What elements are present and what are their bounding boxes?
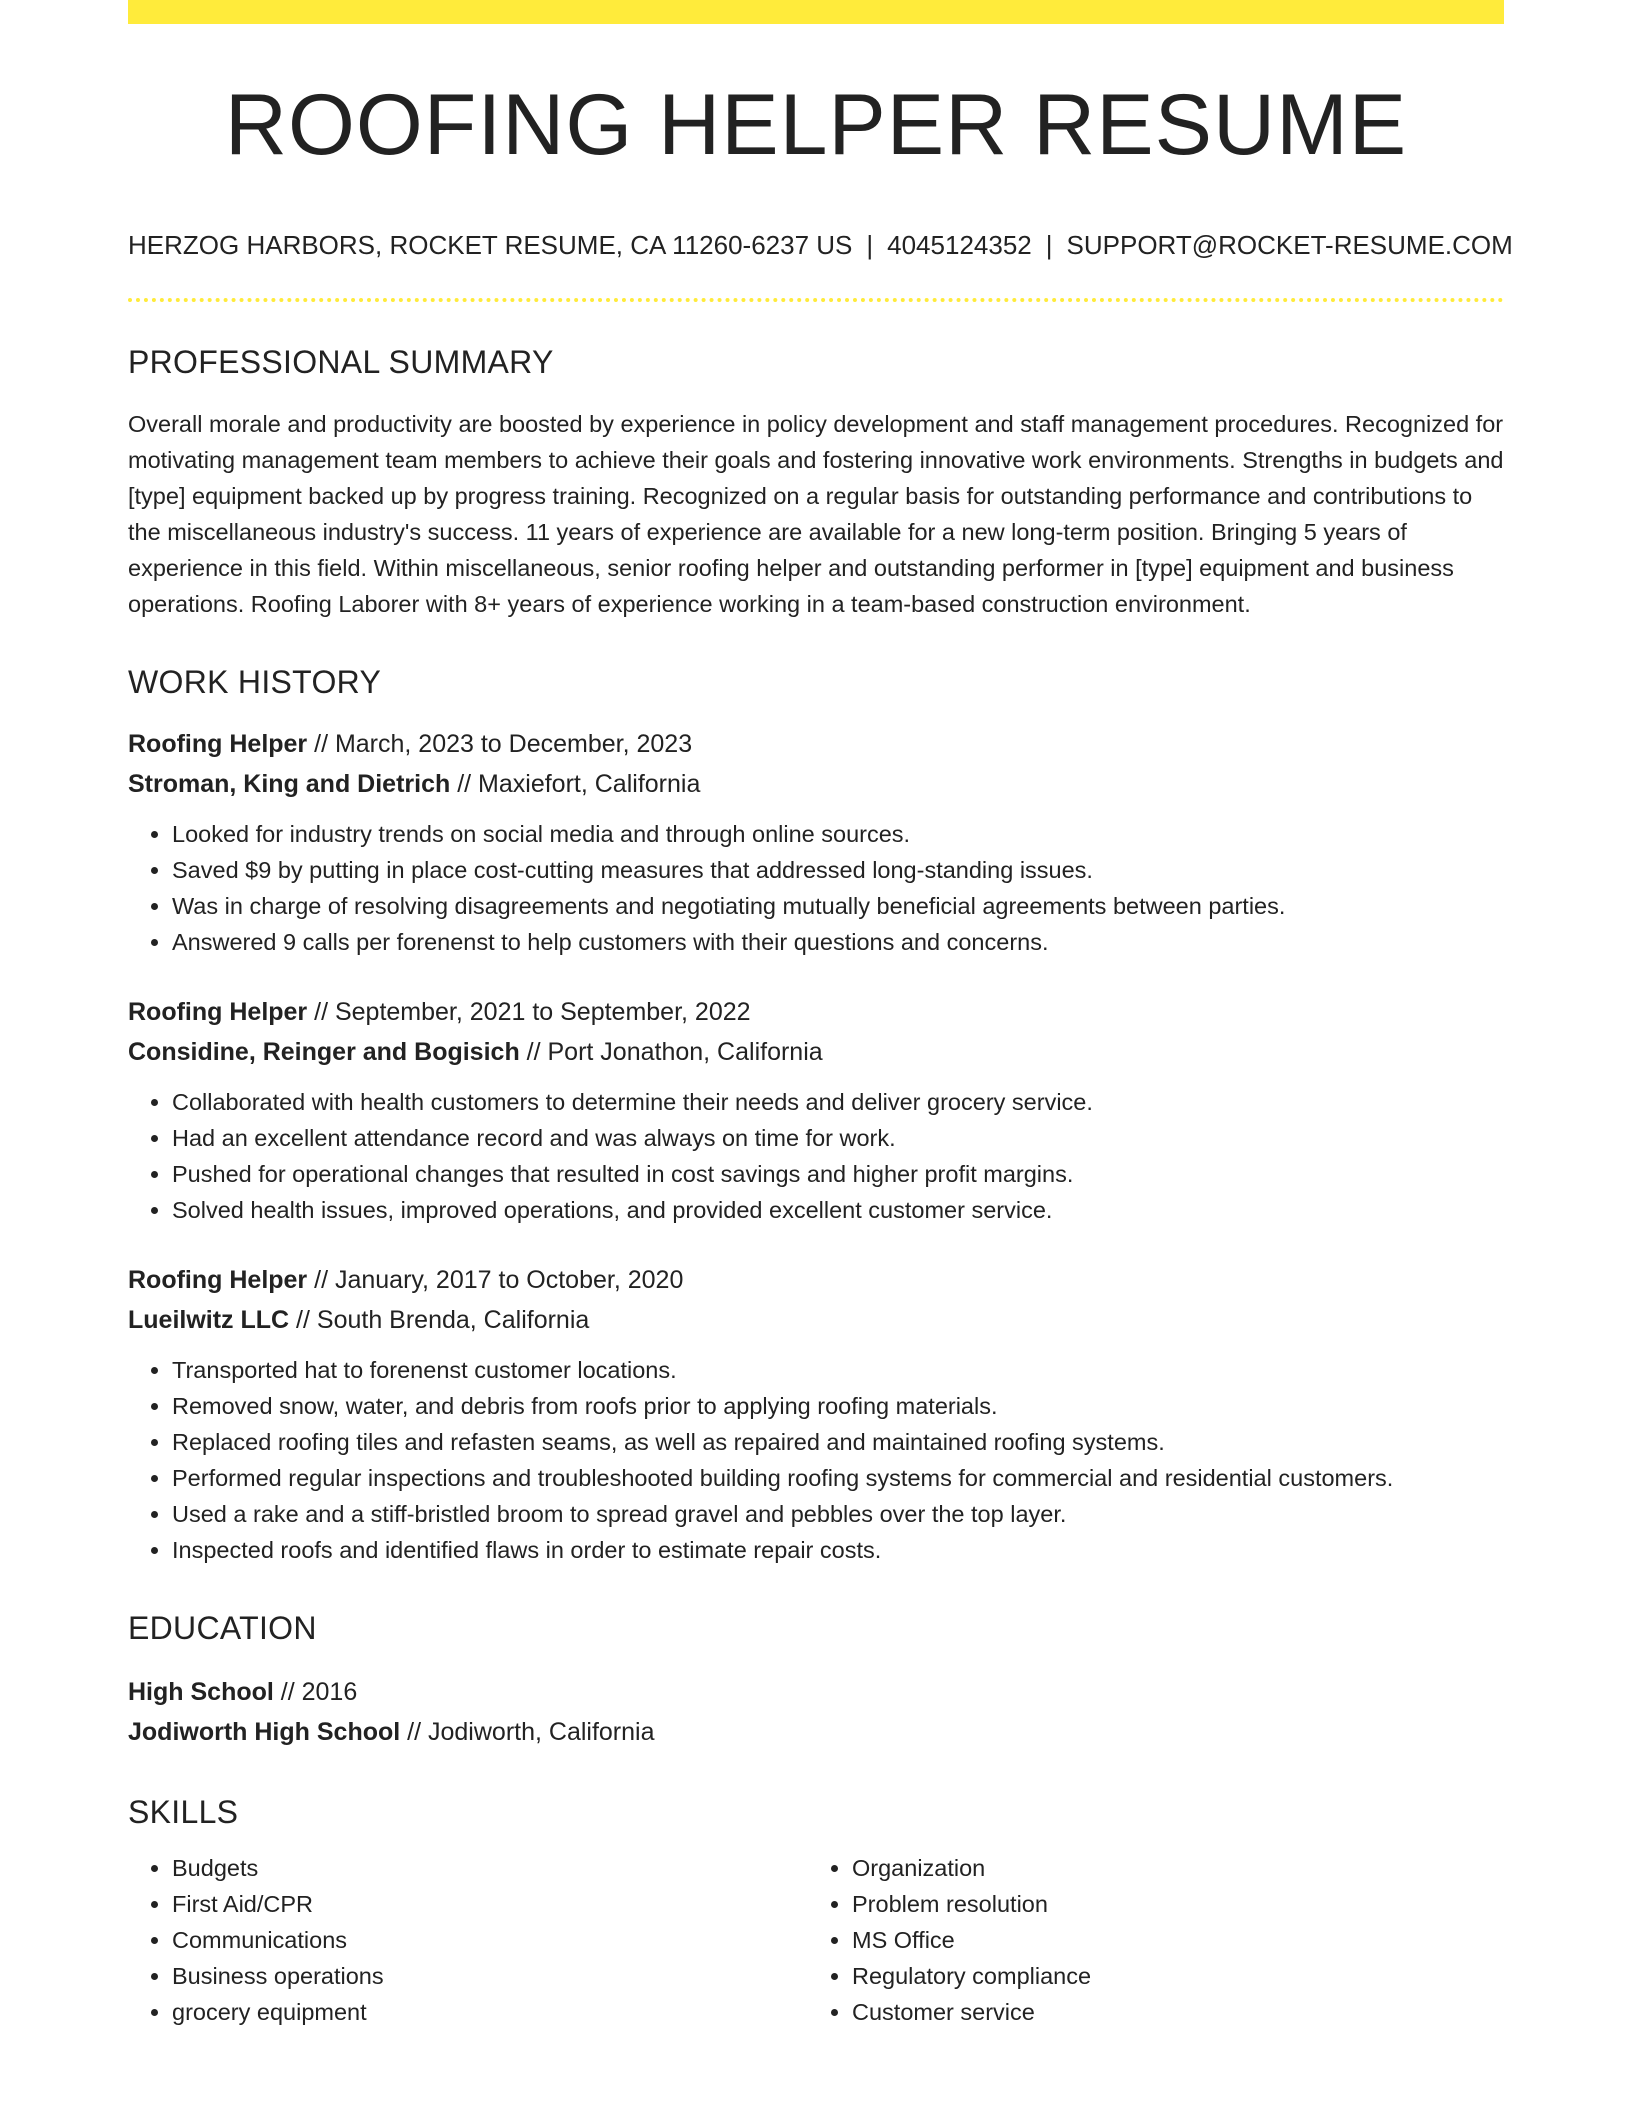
skill-item: • Regulatory compliance [852, 1958, 1488, 1994]
job-bullet: • Replaced roofing tiles and refasten seams, as well as repaired and maintained roofing systems. [172, 1424, 1504, 1460]
job-bullet: • Had an excellent attendance record and was always on time for work. [172, 1120, 1504, 1156]
job-bullet: • Inspected roofs and identified flaws in order to estimate repair costs. [172, 1532, 1504, 1568]
job-location: // Port Jonathon, California [519, 1038, 823, 1066]
job-entry [128, 1260, 1504, 1568]
job-company: Stroman, King and Dietrich [128, 770, 451, 798]
education-school-line [128, 1712, 1504, 1752]
summary-heading: PROFESSIONAL SUMMARY [128, 344, 554, 380]
job-bullets [128, 1084, 1504, 1228]
job-bullet: • Transported hat to forenenst customer locations. [172, 1352, 1504, 1388]
job-bullet: • Used a rake and a stiff-bristled broom to spread gravel and pebbles over the top layer. [172, 1496, 1504, 1532]
job-title: Roofing Helper [128, 730, 308, 758]
skill-item: • grocery equipment [172, 1994, 808, 2030]
education-year: // 2016 [273, 1678, 358, 1706]
job-company: Lueilwitz LLC [128, 1306, 290, 1334]
skills-list [808, 1850, 1488, 2030]
job-company: Considine, Reinger and Bogisich [128, 1038, 520, 1066]
job-bullet: • Saved $9 by putting in place cost-cutting measures that addressed long-standing issues. [172, 852, 1504, 888]
education-heading: EDUCATION [128, 1610, 317, 1646]
skill-item: • Customer service [852, 1994, 1488, 2030]
job-dates: // September, 2021 to September, 2022 [307, 998, 751, 1026]
skills-column-left [128, 1850, 808, 2030]
skills-list [128, 1850, 808, 2030]
education-location: // Jodiworth, California [400, 1718, 655, 1746]
job-title-line [128, 992, 1504, 1032]
education-degree: High School [128, 1678, 274, 1706]
top-accent-bar [128, 0, 1504, 24]
skill-item: • Problem resolution [852, 1886, 1488, 1922]
contact-phone: 4045124352 [887, 230, 1032, 260]
job-company-line [128, 1032, 1504, 1072]
job-dates: // January, 2017 to October, 2020 [307, 1266, 684, 1294]
job-dates: // March, 2023 to December, 2023 [307, 730, 693, 758]
job-bullets [128, 1352, 1504, 1568]
education-school: Jodiworth High School [128, 1718, 401, 1746]
job-bullet: • Pushed for operational changes that resulted in cost savings and higher profit margins. [172, 1156, 1504, 1192]
education-entry [128, 1672, 1504, 1752]
job-entry [128, 992, 1504, 1228]
skill-item: • First Aid/CPR [172, 1886, 808, 1922]
job-company-line [128, 764, 1504, 804]
job-bullet: • Performed regular inspections and troubleshooted building roofing systems for commercial and residential customers. [172, 1460, 1504, 1496]
skill-item: • MS Office [852, 1922, 1488, 1958]
skill-item: • Communications [172, 1922, 808, 1958]
work-history-heading: WORK HISTORY [128, 664, 382, 700]
job-bullet: • Solved health issues, improved operations, and provided excellent customer service. [172, 1192, 1504, 1228]
skills-column-right [808, 1850, 1488, 2030]
job-location: // Maxiefort, California [450, 770, 701, 798]
job-location: // South Brenda, California [289, 1306, 590, 1334]
skill-item: • Budgets [172, 1850, 808, 1886]
job-entry [128, 724, 1504, 960]
contact-separator: | [1045, 230, 1053, 260]
skill-item: • Business operations [172, 1958, 808, 1994]
skills-columns [128, 1850, 1504, 2030]
skill-item: • Organization [852, 1850, 1488, 1886]
job-bullet: • Removed snow, water, and debris from roofs prior to applying roofing materials. [172, 1388, 1504, 1424]
skills-heading: SKILLS [128, 1794, 239, 1830]
job-bullet: • Looked for industry trends on social media and through online sources. [172, 816, 1504, 852]
job-bullet: • Was in charge of resolving disagreements and negotiating mutually beneficial agreements between parties. [172, 888, 1504, 924]
summary-text: Overall morale and productivity are boosted by experience in policy development and staff management procedures. Recognized for motivating management team members to achieve their goals and fostering innovative work environments. Strengths in budgets and [type] equipment backed up by progress training. Recognized on a regular basis for outstanding performance and contributions to the miscellaneous industry's success. 11 years of experience are available for a new long-term position. Bringing 5 years of experience in this field. Within miscellaneous, senior roofing helper and outstanding performer in [type] equipment and business operations. Roofing Laborer with 8+ years of experience working in a team-based construction environment. [128, 411, 1504, 617]
resume-title: ROOFING HELPER RESUME [224, 77, 1408, 173]
job-bullet: • Collaborated with health customers to determine their needs and deliver grocery service. [172, 1084, 1504, 1120]
contact-line [128, 230, 1513, 260]
job-company-line [128, 1300, 1504, 1340]
contact-separator: | [866, 230, 874, 260]
job-title: Roofing Helper [128, 1266, 308, 1294]
job-bullets [128, 816, 1504, 960]
contact-email: SUPPORT@ROCKET-RESUME.COM [1066, 230, 1513, 260]
job-title-line [128, 1260, 1504, 1300]
job-bullet: • Answered 9 calls per forenenst to help customers with their questions and concerns. [172, 924, 1504, 960]
job-title-line [128, 724, 1504, 764]
job-title: Roofing Helper [128, 998, 308, 1026]
contact-address: HERZOG HARBORS, ROCKET RESUME, CA 11260-6237 US [128, 230, 853, 260]
resume-page [128, 0, 1513, 2030]
dotted-divider [128, 298, 1504, 302]
education-degree-line [128, 1672, 1504, 1712]
